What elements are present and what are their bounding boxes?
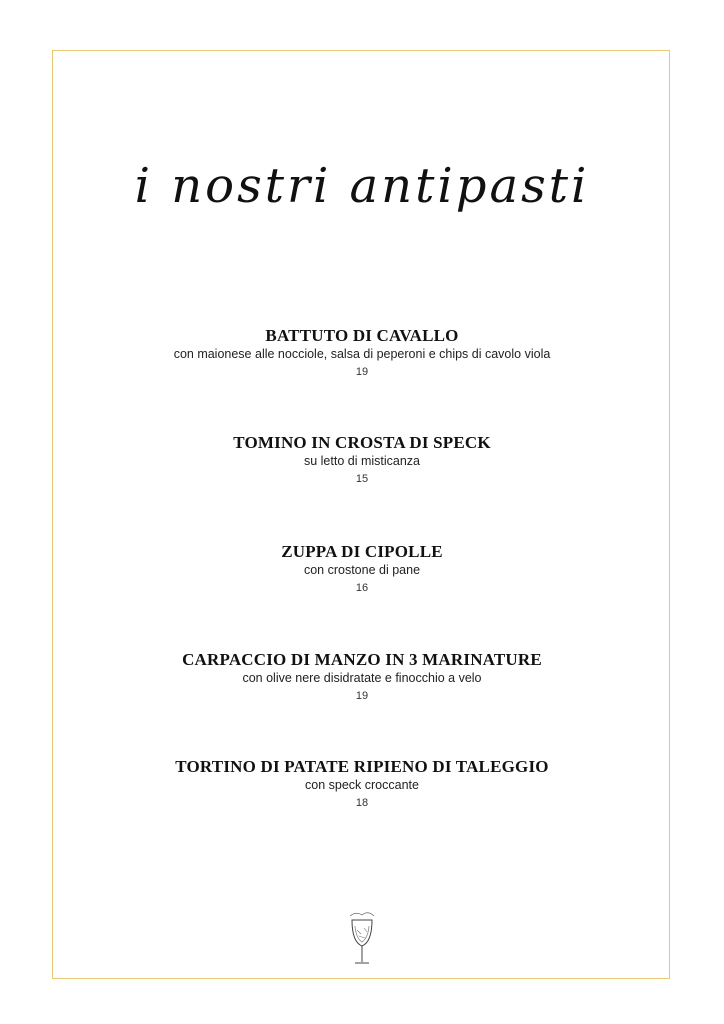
menu-item bbox=[0, 650, 724, 704]
dish-name: BATTUTO DI CAVALLO bbox=[265, 326, 459, 345]
dish-description: con speck croccante bbox=[305, 778, 419, 792]
menu-item bbox=[0, 326, 724, 380]
menu-title: i nostri antipasti bbox=[134, 158, 590, 214]
menu-item bbox=[0, 757, 724, 811]
dish-name: TOMINO IN CROSTA DI SPECK bbox=[233, 433, 491, 452]
dish-name: TORTINO DI PATATE RIPIENO DI TALEGGIO bbox=[175, 757, 549, 776]
dish-price: 19 bbox=[355, 690, 369, 702]
dish-description: con crostone di pane bbox=[303, 563, 421, 577]
menu-item bbox=[0, 542, 724, 596]
dish-description: su letto di misticanza bbox=[303, 454, 421, 468]
dish-name: CARPACCIO DI MANZO IN 3 MARINATURE bbox=[182, 650, 542, 669]
dish-price: 15 bbox=[355, 473, 369, 485]
dish-price: 18 bbox=[355, 797, 369, 809]
dish-price: 16 bbox=[355, 582, 369, 594]
dish-description: con olive nere disidratate e finocchio a velo bbox=[242, 671, 482, 685]
wine-glass-icon bbox=[342, 908, 382, 968]
dish-name: ZUPPA DI CIPOLLE bbox=[281, 542, 443, 561]
dish-price: 19 bbox=[355, 366, 369, 378]
menu-item bbox=[0, 433, 724, 487]
dish-description: con maionese alle nocciole, salsa di peperoni e chips di cavolo viola bbox=[173, 347, 551, 361]
